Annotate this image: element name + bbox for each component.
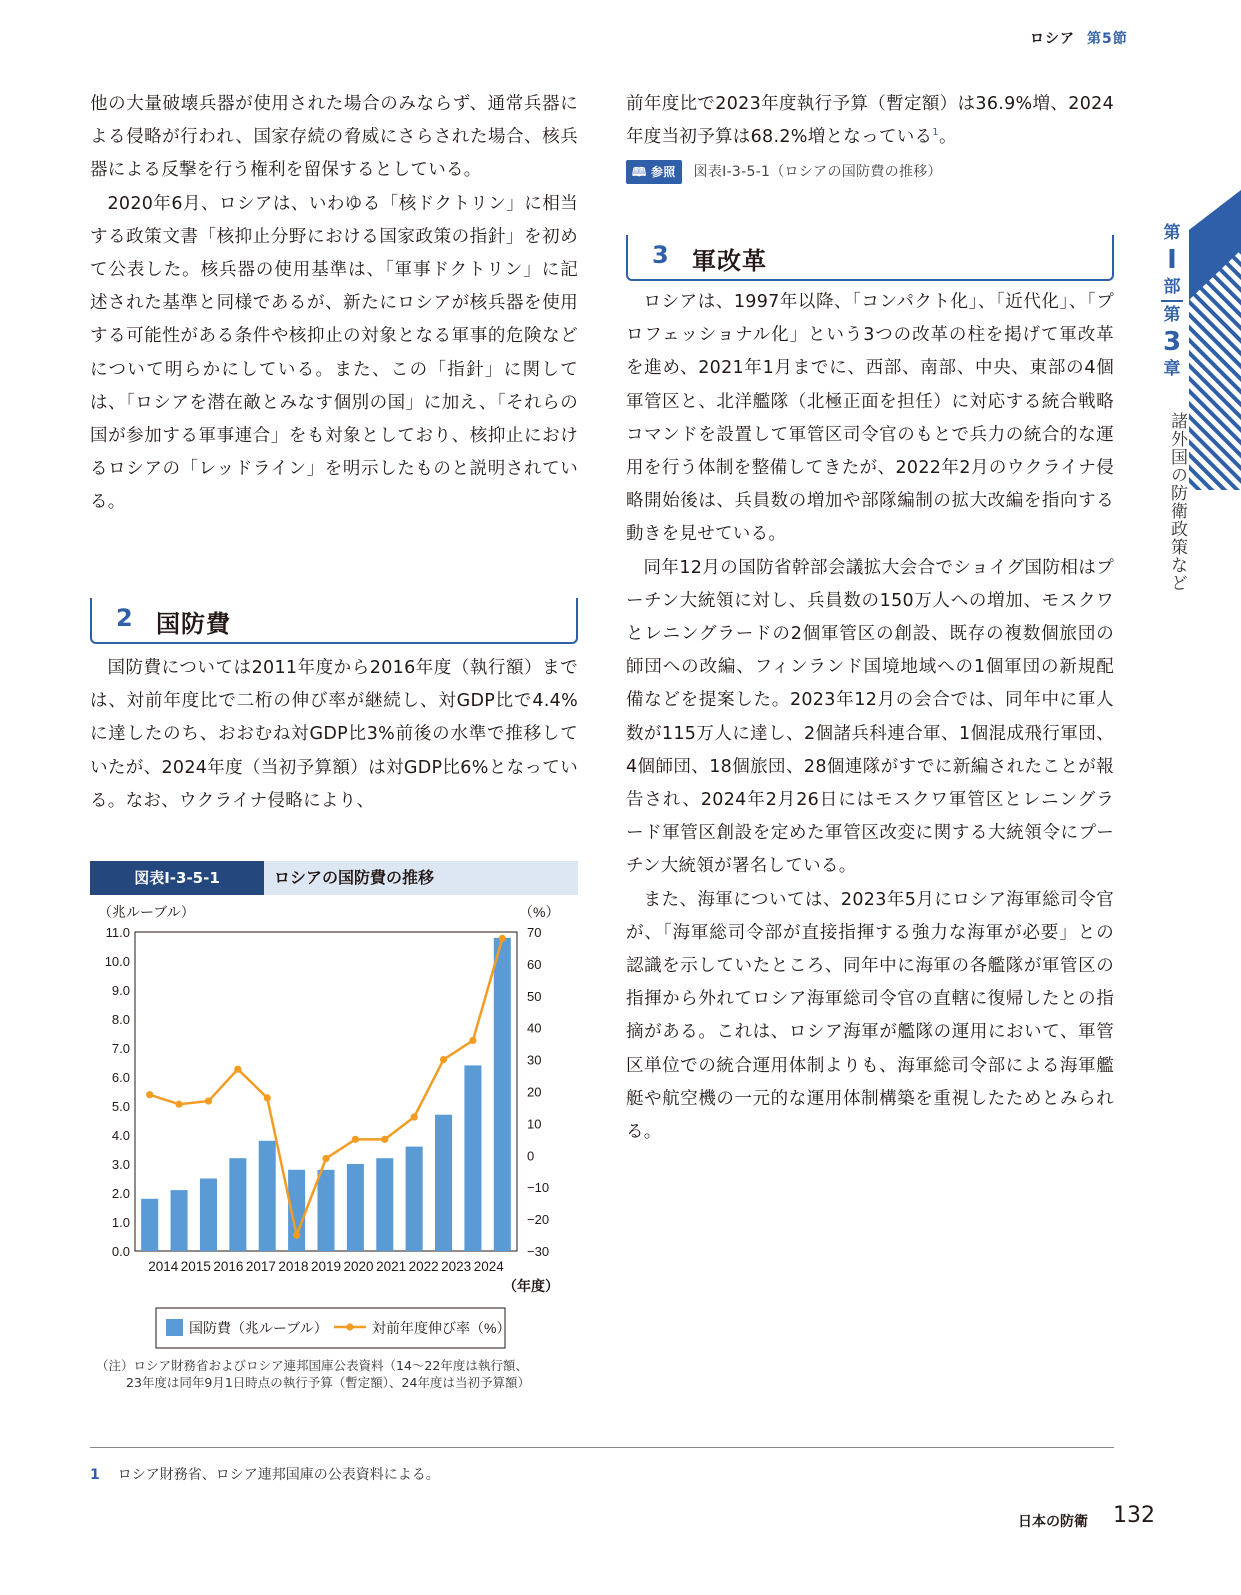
part-number: I	[1167, 245, 1177, 275]
bar	[494, 938, 511, 1251]
footnote-text: ロシア財務省、ロシア連邦国庫の公表資料による。	[117, 1467, 440, 1483]
section-label: 第5節	[1087, 31, 1128, 47]
paragraph-tail: 。	[938, 127, 957, 148]
section-number: 2	[116, 604, 133, 632]
right-tick-label: 50	[527, 988, 542, 1004]
right-tick-label: 20	[527, 1084, 542, 1100]
right-column-continuation	[626, 88, 1114, 184]
legend-line-marker	[346, 1323, 353, 1330]
growth-rate-point	[264, 1094, 271, 1101]
right-tick-label: 40	[527, 1020, 542, 1036]
growth-rate-point	[440, 1056, 447, 1063]
left-tick-label: 5.0	[111, 1099, 130, 1114]
section-title: 国防費	[156, 610, 231, 638]
left-tick-label: 1.0	[111, 1215, 130, 1230]
x-tick-label: 2024	[473, 1259, 504, 1274]
reference-badge-label: 参照	[650, 165, 676, 180]
chapter-kanji-2: 章	[1163, 359, 1181, 379]
bar	[376, 1158, 393, 1251]
chapter-number: 3	[1162, 327, 1182, 357]
left-tick-label: 10.0	[104, 954, 130, 969]
bar	[171, 1190, 188, 1251]
left-tick-label: 0.0	[111, 1244, 130, 1259]
chapter-label: ロシア	[1030, 31, 1075, 47]
paragraph: ロシアは、1997年以降、「コンパクト化」、「近代化」、「プロフェッショナル化」という3つの改革の柱を掲げて軍改革を進め、2021年1月までに、西部、南部、中央、東部の4個軍管区と、北洋艦隊（北極正面を担任）に対応する統合戦略コマンドを設置して軍管区司令官のもとで兵力の統合的な運用を行う体制を整備してきたが、2022年2月のウクライナ侵略開始後は、兵員数の増加や部隊編制の拡大改編を指向する動きを見せている。	[626, 292, 1114, 545]
left-tick-label: 2.0	[111, 1186, 130, 1201]
side-nav	[1158, 222, 1186, 380]
part-kanji-2: 部	[1163, 277, 1181, 297]
growth-rate-point	[146, 1091, 153, 1098]
left-tick-label: 8.0	[111, 1012, 130, 1027]
left-tick-label: 11.0	[105, 925, 130, 940]
growth-rate-point	[381, 1136, 388, 1143]
reference-link[interactable]: 図表Ⅰ-3-5-1（ロシアの国防費の推移）	[693, 164, 942, 181]
running-header	[1030, 28, 1128, 48]
x-axis-label: （年度）	[503, 1278, 559, 1294]
bar	[200, 1179, 217, 1252]
figure-header	[90, 861, 578, 895]
right-tick-label: 0	[527, 1148, 535, 1164]
paragraph: 同年12月の国防省幹部会議拡大会合でショイグ国防相はプーチン大統領に対し、兵員数の150万人への増加、モスクワとレニングラードの2個軍管区の創設、既存の複数個旅団の師団への改編、フィンランド国境地域への1個軍団の新規配備などを提案した。2023年12月の会合では、同年中に軍人数が115万人に達し、2個諸兵科連合軍、1個混成飛行軍団、4個師団、18個旅団、28個連隊がすでに新編されたことが報告され、2024年2月26日にはモスクワ軍管区とレニングラード軍管区創設を定めた軍管区改変に関する大統領令にプーチン大統領が署名している。	[626, 557, 1114, 877]
x-tick-label: 2015	[180, 1259, 211, 1274]
paragraph: 国防費については2011年度から2016年度（執行額）までは、対前年度比で二桁の伸び率が継続し、対GDP比で4.4%に達したのち、おおむね対GDP比3%前後の水準で推移していたが、2024年度（当初予算額）は対GDP比6%となっている。なお、ウクライナ侵略により、	[90, 658, 578, 811]
chapter-title-vertical: 諸外国の防衛政策など	[1167, 412, 1187, 592]
right-axis-label: （%）	[519, 904, 560, 920]
bar	[229, 1158, 246, 1251]
growth-rate-point	[293, 1231, 300, 1238]
footnote	[90, 1464, 440, 1484]
left-tick-label: 9.0	[111, 983, 130, 998]
growth-rate-point	[499, 935, 506, 942]
bar	[317, 1170, 334, 1251]
figure-note	[96, 1357, 586, 1391]
x-tick-label: 2023	[441, 1259, 472, 1274]
growth-rate-point	[352, 1136, 359, 1143]
footnote-marker[interactable]: 1	[932, 127, 939, 139]
paragraph	[626, 88, 1114, 154]
legend-bar-swatch	[166, 1319, 183, 1336]
x-tick-label: 2018	[278, 1259, 309, 1274]
left-axis-label: （兆ルーブル）	[98, 904, 195, 920]
bar	[406, 1147, 423, 1251]
page-number: 132	[1113, 1503, 1155, 1528]
left-tick-label: 6.0	[111, 1070, 130, 1085]
paragraph: 2020年6月、ロシアは、いわゆる「核ドクトリン」に相当する政策文書「核抑止分野における国家政策の指針」を初めて公表した。核兵器の使用基準は、「軍事ドクトリン」に記述された基準と同様であるが、新たにロシアが核兵器を使用する可能性がある条件や核抑止の対象となる軍事的危険などについて明らかにしている。また、この「指針」に関しては、「ロシアを潜在敵とみなす個別の国」に加え、「それらの国が参加する軍事連合」をも対象としており、核抑止におけるロシアの「レッドライン」を明示したものと説明されている。	[90, 193, 578, 513]
legend-line-label: 対前年度伸び率（%）	[372, 1320, 511, 1336]
defense-spending-chart	[90, 895, 578, 1353]
section-heading-2	[90, 598, 578, 644]
left-tick-label: 3.0	[111, 1157, 130, 1172]
bar	[347, 1164, 364, 1251]
part-kanji-1: 第	[1163, 223, 1181, 243]
paragraph: 他の大量破壊兵器が使用された場合のみならず、通常兵器による侵略が行われ、国家存続の脅威にさらされた場合、核兵器による反撃を行う権利を留保するとしている。	[90, 94, 578, 181]
x-tick-label: 2020	[343, 1259, 374, 1274]
left-column-text	[90, 88, 578, 520]
military-reform-text	[626, 286, 1114, 1149]
figure-note-line: （注）ロシア財務省およびロシア連邦国庫公表資料（14〜22年度は執行額、	[96, 1358, 528, 1373]
section-title: 軍改革	[692, 247, 767, 275]
bar	[141, 1199, 158, 1251]
x-tick-label: 2014	[148, 1259, 179, 1274]
growth-rate-point	[175, 1101, 182, 1108]
bar	[464, 1065, 481, 1251]
defense-budget-text	[90, 652, 578, 818]
growth-rate-point	[469, 1037, 476, 1044]
right-tick-label: −30	[527, 1244, 550, 1259]
growth-rate-point	[411, 1113, 418, 1120]
figure-reference[interactable]	[626, 160, 1114, 184]
footnote-divider	[90, 1447, 1114, 1448]
growth-rate-point	[322, 1155, 329, 1162]
growth-rate-point	[205, 1097, 212, 1104]
paragraph-text: 前年度比で2023年度執行予算（暫定額）は36.9%増、2024年度当初予算は68.2%増となっている	[626, 94, 1114, 148]
right-tick-label: −10	[527, 1180, 550, 1196]
right-tick-label: 10	[527, 1116, 542, 1132]
growth-rate-point	[234, 1066, 241, 1073]
figure-label: 図表Ⅰ-3-5-1	[90, 861, 264, 895]
chapter-kanji-1: 第	[1163, 305, 1181, 325]
right-tick-label: 60	[527, 956, 542, 972]
x-tick-label: 2022	[408, 1259, 439, 1274]
figure-note-line: 23年度は同年9月1日時点の執行予算（暫定額）、24年度は当初予算額）	[126, 1375, 530, 1390]
bar	[435, 1115, 452, 1251]
reference-badge: 🕮 参照	[626, 160, 682, 184]
left-tick-label: 4.0	[111, 1128, 130, 1143]
side-tab-decoration	[1189, 190, 1241, 490]
section-heading-3	[626, 235, 1114, 281]
right-tick-label: −20	[527, 1212, 550, 1228]
footnote-number: 1	[90, 1467, 100, 1483]
paragraph: また、海軍については、2023年5月にロシア海軍総司令官が、「海軍総司令部が直接指揮する強力な海軍が必要」との認識を示していたところ、同年中に海軍の各艦隊が軍管区の指揮から外れてロシア海軍総司令官の直轄に復帰したとの指摘がある。これは、ロシア海軍が艦隊の運用において、軍管区単位での統合運用体制よりも、海軍総司令部による海軍艦艇や航空機の一元的な運用体制構築を重視したためとみられる。	[626, 889, 1114, 1143]
left-tick-label: 7.0	[111, 1041, 130, 1056]
legend-bar-label: 国防費（兆ルーブル）	[189, 1320, 328, 1336]
x-tick-label: 2021	[376, 1259, 407, 1274]
x-tick-label: 2016	[213, 1259, 244, 1274]
side-nav-divider	[1161, 300, 1183, 302]
figure-caption: ロシアの国防費の推移	[274, 868, 435, 887]
bar	[259, 1141, 276, 1251]
right-tick-label: 30	[527, 1052, 542, 1068]
section-number: 3	[652, 241, 669, 269]
x-tick-label: 2019	[310, 1259, 342, 1274]
footer-book-title: 日本の防衛	[1018, 1514, 1088, 1530]
right-tick-label: 70	[527, 925, 542, 940]
x-tick-label: 2017	[245, 1259, 276, 1274]
